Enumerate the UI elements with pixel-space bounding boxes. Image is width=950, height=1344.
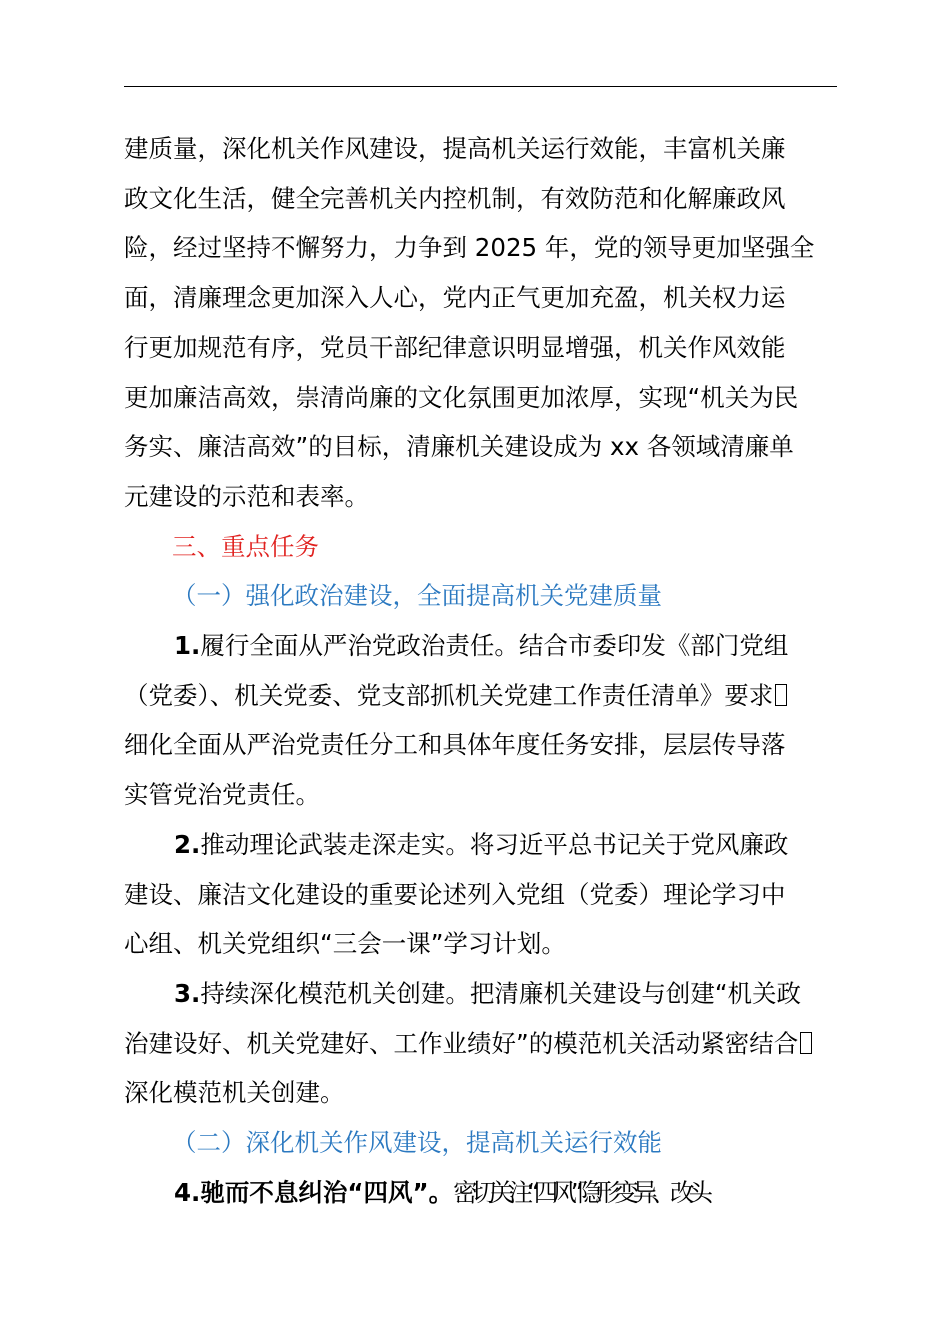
task-item-first-line <box>124 1168 837 1218</box>
section-heading-key-tasks: 三、重点任务 <box>172 531 319 561</box>
section-two-paragraph <box>124 124 837 522</box>
task-line: 建设、廉洁文化建设的重要论述列入党组（党委）理论学习中 <box>124 879 786 909</box>
paragraph-line: 务实、廉洁高效”的目标，清廉机关建设成为 xx 各领域清廉单 <box>124 432 794 462</box>
task-text: 推动理论武装走深走实。将习近平总书记关于党风廉政 <box>200 829 789 859</box>
task-number: 1. <box>174 631 201 661</box>
document-body <box>124 124 837 1217</box>
task-text: （党委）、机关党委、党支部抓机关党建工作责任清单》要求 <box>124 680 774 710</box>
missing-glyph-box <box>775 684 787 706</box>
subheading-political-building: （一）强化政治建设，全面提高机关党建质量 <box>172 581 662 611</box>
missing-glyph-box <box>800 1032 812 1054</box>
task-number: 2. <box>174 829 201 859</box>
task-item-first-line <box>124 621 837 671</box>
task-text: 治建设好、机关党建好、工作业绩好”的模范机关活动紧密结合 <box>124 1028 799 1058</box>
task-number: 4. <box>174 1177 201 1207</box>
task-line <box>124 1019 837 1069</box>
subheading-work-style: （二）深化机关作风建设，提高机关运行效能 <box>172 1128 662 1158</box>
task-line <box>124 671 837 721</box>
header-rule <box>124 86 837 87</box>
task-item-first-line <box>124 820 837 870</box>
task-text: 持续深化模范机关创建。把清廉机关建设与创建“机关政 <box>200 978 802 1008</box>
task-line: 深化模范机关创建。 <box>124 1078 345 1108</box>
paragraph-line: 更加廉洁高效，崇清尚廉的文化氛围更加浓厚，实现“机关为民 <box>124 382 799 412</box>
paragraph-line: 行更加规范有序，党员干部纪律意识明显增强，机关作风效能 <box>124 332 786 362</box>
task-line: 心组、机关党组织“三会一课”学习计划。 <box>124 929 566 959</box>
task-text-overlapped: 密切关注“四风”隐形变异、改头 <box>453 1177 707 1207</box>
task-text: 履行全面从严治党政治责任。结合市委印发《部门党组 <box>200 631 789 661</box>
task-item-4 <box>124 1168 837 1218</box>
paragraph-line: 政文化生活，健全完善机关内控机制，有效防范和化解廉政风 <box>124 183 786 213</box>
task-line: 细化全面从严治党责任分工和具体年度任务安排，层层传导落 <box>124 730 786 760</box>
paragraph-line: 险，经过坚持不懈努力，力争到 2025 年，党的领导更加坚强全 <box>124 233 815 263</box>
task-item-1 <box>124 621 837 820</box>
task-item-first-line <box>124 969 837 1019</box>
paragraph-line: 元建设的示范和表率。 <box>124 481 369 511</box>
task-item-2 <box>124 820 837 969</box>
paragraph-line: 建质量，深化机关作风建设，提高机关运行效能，丰富机关廉 <box>124 134 786 163</box>
paragraph-line: 面，清廉理念更加深入人心，党内正气更加充盈，机关权力运 <box>124 283 786 313</box>
task-number: 3. <box>174 978 201 1008</box>
task-title: 驰而不息纠治“四风”。 <box>200 1177 454 1207</box>
task-line: 实管党治党责任。 <box>124 780 320 810</box>
task-item-3 <box>124 969 837 1118</box>
